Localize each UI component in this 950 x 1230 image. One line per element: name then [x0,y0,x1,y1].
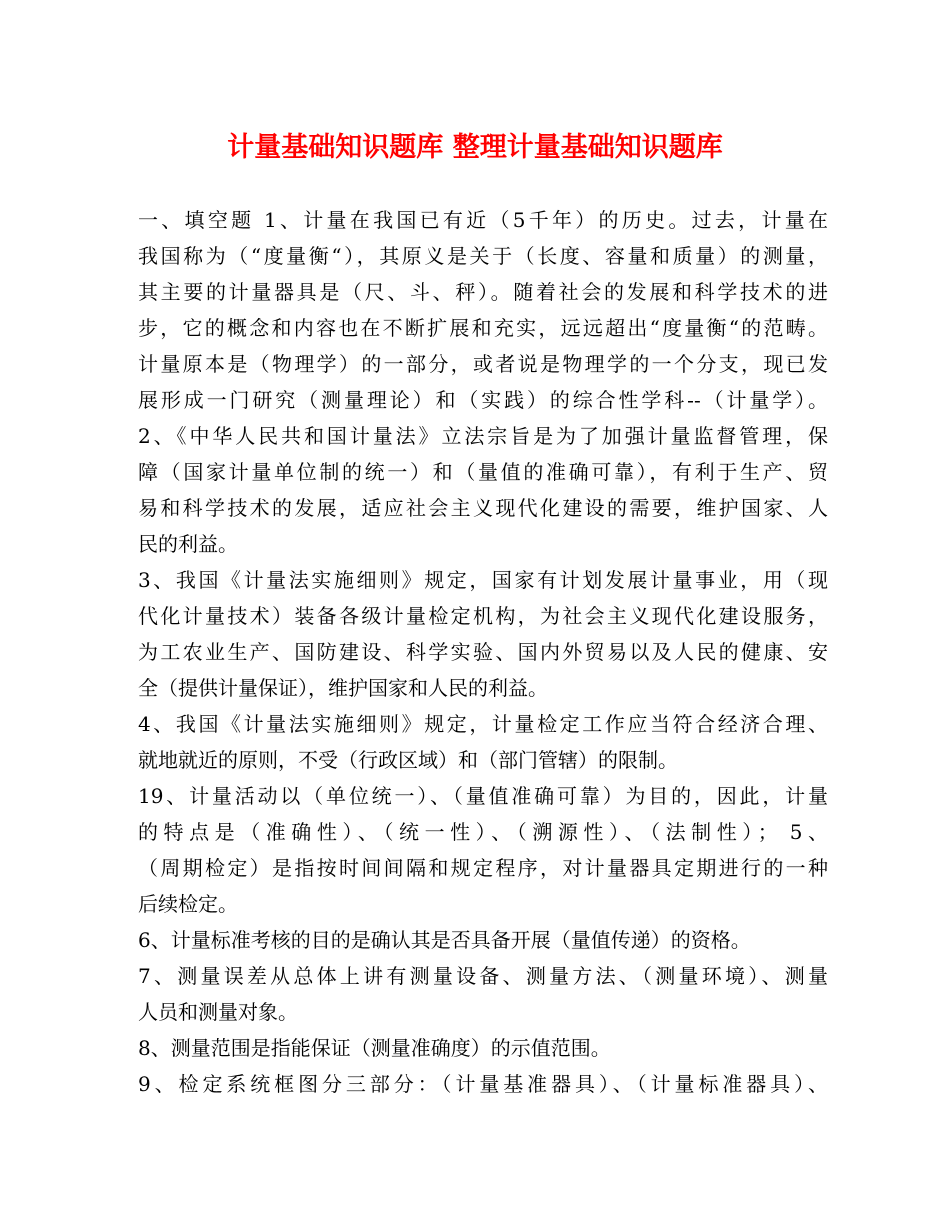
text-line: 易和科学技术的发展，适应社会主义现代化建设的需要，维护国家、人 [138,496,828,520]
text-line: 步，它的概念和内容也在不断扩展和充实，远远超出“度量衡“的范畴。 [138,316,828,340]
text-line: 计量原本是（物理学）的一部分，或者说是物理学的一个分支，现已发 [138,352,828,376]
text-line: 民的利益。 [138,532,238,556]
text-line: 3、我国《计量法实施细则》规定，国家有计划发展计量事业，用（现 [138,568,828,592]
text-line: 后续检定。 [138,892,238,916]
document-title: 计量基础知识题库 整理计量基础知识题库 [227,132,723,163]
text-line: 8、测量范围是指能保证（测量准确度）的示值范围。 [138,1036,611,1060]
text-line: 全（提供计量保证），维护国家和人民的利益。 [138,676,548,700]
document-body [138,202,828,1102]
text-line: 7、测量误差从总体上讲有测量设备、测量方法、（测量环境）、测量 [138,964,828,988]
text-line: 一、填空题 1、计量在我国已有近（5千年）的历史。过去，计量在 [138,208,828,232]
text-line: 代化计量技术）装备各级计量检定机构，为社会主义现代化建设服务， [138,604,828,628]
text-line: 6、计量标准考核的目的是确认其是否具备开展（量值传递）的资格。 [138,928,751,952]
text-line: 19、计量活动以（单位统一）、（量值准确可靠）为目的，因此，计量 [138,784,828,808]
text-line: 4、我国《计量法实施细则》规定，计量检定工作应当符合经济合理、 [138,712,828,736]
text-line: 就地就近的原则，不受（行政区域）和（部门管辖）的限制。 [138,748,678,772]
text-line: 的特点是（准确性）、（统一性）、（溯源性）、（法制性）； 5、 [138,820,828,844]
text-line: 展形成一门研究（测量理论）和（实践）的综合性学科--（计量学）。 [138,388,828,412]
text-line: 为工农业生产、国防建设、科学实验、国内外贸易以及人民的健康、安 [138,640,828,664]
text-line: 2、《中华人民共和国计量法》立法宗旨是为了加强计量监督管理，保 [138,424,828,448]
text-line: 人员和测量对象。 [138,1000,298,1024]
text-line: 9、检定系统框图分三部分：（计量基准器具）、（计量标准器具）、 [138,1072,828,1096]
text-line: （周期检定）是指按时间间隔和规定程序，对计量器具定期进行的一种 [138,856,828,880]
text-line: 其主要的计量器具是（尺、斗、秤）。随着社会的发展和科学技术的进 [138,280,828,304]
text-line: 我国称为（“度量衡“），其原义是关于（长度、容量和质量）的测量， [138,244,828,268]
text-line: 障（国家计量单位制的统一）和（量值的准确可靠），有利于生产、贸 [138,460,828,484]
